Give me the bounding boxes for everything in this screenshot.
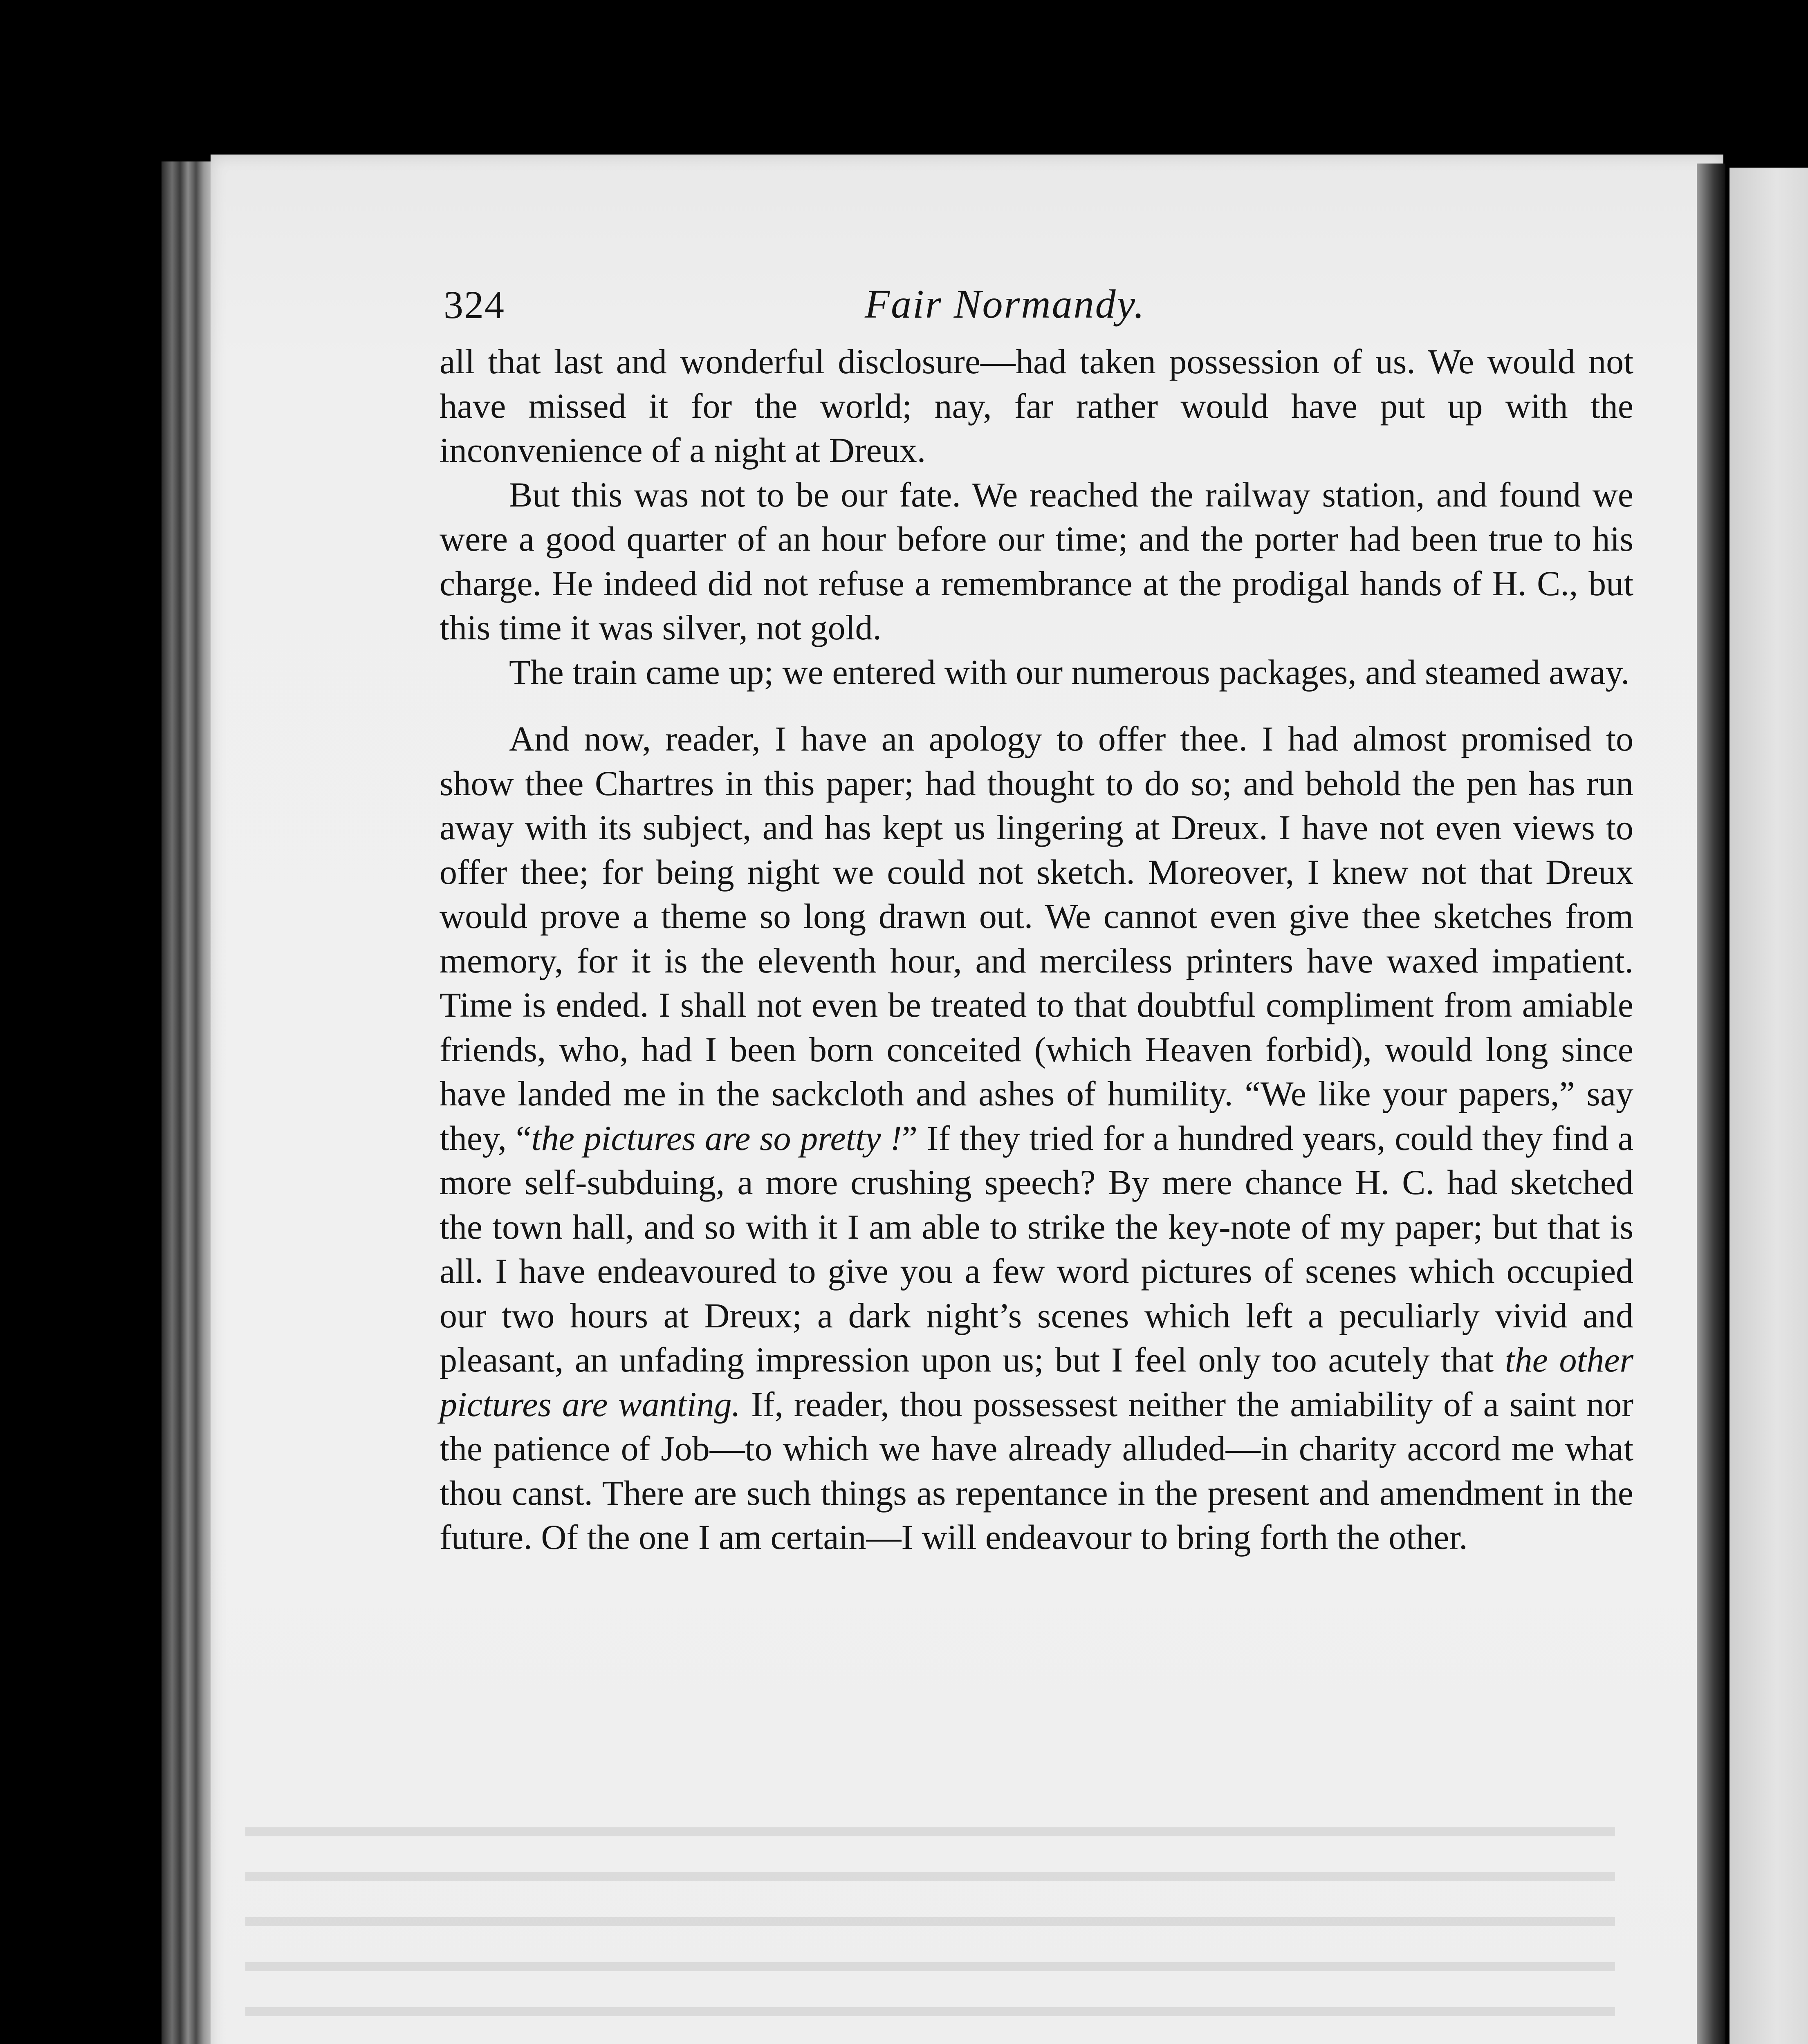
italic-phrase-pictures: the pictures are so pretty ! [531,1118,902,1158]
book-gutter [1697,164,1725,2044]
page-number: 324 [444,283,505,327]
book-page-edges [162,161,215,2044]
paragraph-railway-station: But this was not to be our fate. We reached the railway station, and found we were a good quarter of an hour before our time; and the porter had been true to his charge. He indeed did not refuse a remembrance at the prodigal hands of H. C., but this time it was silver, not gold. [440,475,1633,647]
running-title: Fair Normandy. [865,281,1146,327]
page-text-block [440,270,1633,1560]
paragraph-continuation: all that last and wonderful disclosure—had taken possession of us. We would not have missed it for the world; nay, far rather would have put up with the inconvenience of a night at Dreux. [440,342,1633,470]
running-head [440,270,1633,339]
italic-phrase-wanting: the other pictures are wanting. [440,1340,1633,1424]
paragraph-apology: And now, reader, I have an apology to offer thee. I had almost promised to show thee Chartres in this paper; had thought to do so; and behold the pen has run away with its subject, and has kept us lingering at Dreux. I have not even views to offer thee; for being night we could not sketch. Moreover, I knew not that Dreux would prove a theme so long drawn out. We cannot even give thee sketches from memory, for it is the eleventh hour, and merciless printers have waxed impatient. Time is ended. I shall not even be treated to that doubtful compliment from amiable friends, who, had I been born conceited (which Heaven forbid), would long since have landed me in the sackcloth and ashes of humility. “We like your papers,” say they, “the pictures are so pretty !” If they tried for a hundred years, could they find a more self-subduing, a more crushing speech? By mere chance H. C. had sketched the town hall, and so with it I am able to strike the key-note of my paper; but that is all. I have endeavoured to give you a few word pictures of scenes which occupied our two hours at Dreux; a dark night’s scenes which left a peculiarly vivid and pleasant, an unfading impression upon us; but I feel only too acutely that the other pictures are wanting. If, reader, thou possessest neither the amiability of a saint nor the patience of Job—to which we have already alluded—in charity accord me what thou canst. There are such things as repentance in the present and amendment in the future. Of the one I am certain—I will endeavour to bring forth the other. [440,719,1633,1557]
facing-page-edge [1729,168,1808,2044]
bleed-through-texture [229,1819,1640,2044]
paragraph-train: The train came up; we entered with our numerous packages, and steamed away. [509,652,1630,692]
